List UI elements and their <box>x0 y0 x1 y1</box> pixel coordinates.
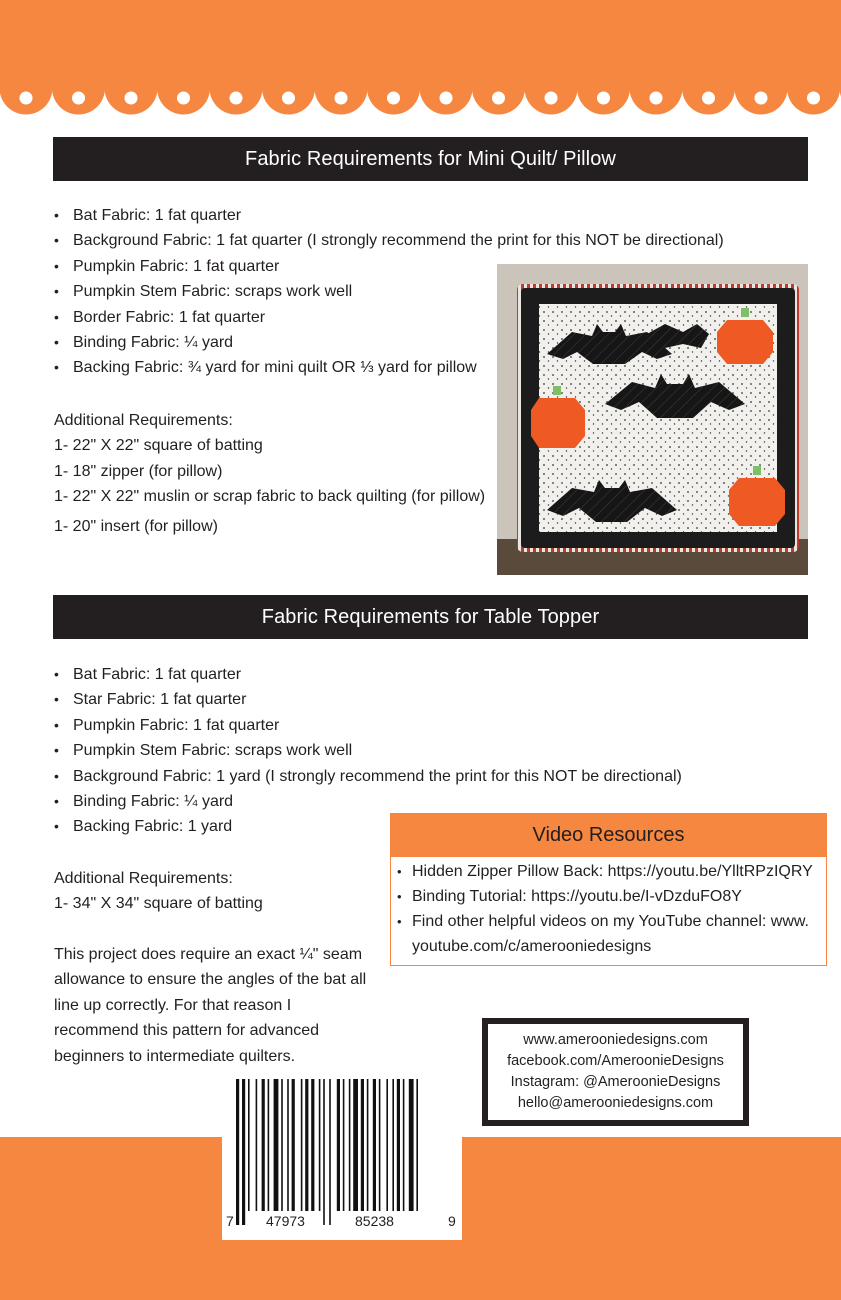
additional-item: 1- 22" X 22" muslin or scrap fabric to back quilting (for pillow) <box>54 488 486 506</box>
list-item: • Pumpkin Fabric: 1 fat quarter <box>54 254 724 279</box>
video-link-item[interactable]: • Binding Tutorial: https://youtu.be/I-vDzduFO8Y <box>397 884 820 909</box>
barcode-bar <box>268 1079 270 1211</box>
barcode-digit: 9 <box>448 1213 456 1229</box>
list-item: • Star Fabric: 1 fat quarter <box>54 687 682 712</box>
seam-allowance-note: This project does require an exact ¼" seam allowance to ensure the angles of the bat all line up correctly. For that reason I recommend this pattern for advanced beginners to intermediate quilters. <box>54 946 367 1065</box>
website-link[interactable]: www.amerooniedesigns.com <box>523 1032 708 1048</box>
barcode-bar <box>256 1079 258 1211</box>
barcode-bar <box>353 1079 358 1211</box>
instagram-link[interactable]: Instagram: @AmeroonieDesigns <box>510 1074 721 1090</box>
barcode-bar <box>386 1079 388 1211</box>
barcode-bar <box>281 1079 283 1211</box>
list-item: • Backing Fabric: 1 yard <box>54 814 682 839</box>
scallop-dot <box>335 92 348 105</box>
barcode-bar <box>392 1079 394 1211</box>
scallop-dot <box>492 92 505 105</box>
email-link[interactable]: hello@amerooniedesigns.com <box>517 1095 714 1111</box>
barcode-digit: 47973 <box>266 1213 305 1229</box>
additional-item: 1- 34" X 34" square of batting <box>54 895 263 913</box>
barcode-digits <box>222 1211 462 1235</box>
video-resources-title: Video Resources <box>391 814 826 857</box>
scallop-dot <box>387 92 400 105</box>
list-item: • Pumpkin Stem Fabric: scraps work well <box>54 279 724 304</box>
mini-quilt-additional-requirements <box>54 408 485 539</box>
additional-item: 1- 22" X 22" square of batting <box>54 437 263 455</box>
scallop-dot <box>545 92 558 105</box>
barcode-bar <box>397 1079 400 1211</box>
list-item: • Bat Fabric: 1 fat quarter <box>54 662 682 687</box>
table-topper-section-title: Fabric Requirements for Table Topper <box>53 595 808 639</box>
barcode-bar <box>236 1079 239 1225</box>
scallop-dot <box>650 92 663 105</box>
additional-item: 1- 20" insert (for pillow) <box>54 517 218 535</box>
list-item: • Bat Fabric: 1 fat quarter <box>54 203 724 228</box>
barcode-bar <box>343 1079 345 1211</box>
scallop-dot <box>755 92 768 105</box>
barcode-digit: 85238 <box>355 1213 394 1229</box>
list-item: • Pumpkin Fabric: 1 fat quarter <box>54 713 682 738</box>
facebook-link[interactable]: facebook.com/AmeroonieDesigns <box>507 1053 724 1069</box>
barcode-bar <box>349 1079 351 1211</box>
barcode-bar <box>416 1079 418 1211</box>
scallop-dot <box>72 92 85 105</box>
barcode-bar <box>323 1079 325 1225</box>
barcode-bar <box>274 1079 279 1211</box>
barcode-bar <box>379 1079 381 1211</box>
barcode-bar <box>262 1079 265 1211</box>
barcode-digit: 7 <box>226 1213 234 1229</box>
scallop-dot <box>702 92 715 105</box>
additional-title: Additional Requirements: <box>54 412 233 429</box>
list-item: • Background Fabric: 1 fat quarter (I strongly recommend the print for this NOT be directional) <box>54 228 724 253</box>
barcode-bar <box>292 1079 295 1211</box>
video-resources-box <box>390 813 827 966</box>
scallop-border <box>0 72 841 132</box>
barcode-bar <box>248 1079 250 1211</box>
video-link-item[interactable]: • Find other helpful videos on my YouTube channel: www. youtube.com/c/amerooniedesigns <box>397 909 820 959</box>
barcode-bar <box>373 1079 376 1211</box>
contact-box <box>482 1018 749 1126</box>
barcode-bar <box>361 1079 364 1211</box>
scallop-dot <box>807 92 820 105</box>
list-item: • Backing Fabric: ¾ yard for mini quilt OR ⅓ yard for pillow <box>54 355 724 380</box>
additional-title: Additional Requirements: <box>54 870 233 887</box>
scallop-dot <box>230 92 243 105</box>
barcode-bar <box>337 1079 340 1211</box>
barcode-bar <box>301 1079 303 1211</box>
scallop-dot <box>177 92 190 105</box>
barcode-bar <box>287 1079 289 1211</box>
table-topper-additional-requirements <box>54 866 263 917</box>
list-item: • Background Fabric: 1 yard (I strongly recommend the print for this NOT be directional) <box>54 764 682 789</box>
bat-pillow-photo <box>497 264 808 575</box>
list-item: • Border Fabric: 1 fat quarter <box>54 305 724 330</box>
barcode-bar <box>242 1079 245 1225</box>
scallop-dot <box>125 92 138 105</box>
list-item: • Binding Fabric: ¼ yard <box>54 789 682 814</box>
barcode-bar <box>403 1079 405 1211</box>
barcode-bar <box>319 1079 321 1211</box>
barcode-bars <box>222 1075 462 1225</box>
video-link-item[interactable]: • Hidden Zipper Pillow Back: https://youtu.be/YlltRPzIQRY <box>397 859 820 884</box>
scallop-dot <box>597 92 610 105</box>
barcode-bar <box>409 1079 414 1211</box>
barcode-bar <box>329 1079 331 1225</box>
barcode-bar <box>367 1079 369 1211</box>
barcode <box>222 1075 462 1240</box>
list-item: • Binding Fabric: ¼ yard <box>54 330 724 355</box>
scallop-dot <box>282 92 295 105</box>
additional-item: 1- 18" zipper (for pillow) <box>54 462 223 480</box>
scallop-dot <box>20 92 33 105</box>
mini-quilt-section-title: Fabric Requirements for Mini Quilt/ Pillow <box>53 137 808 181</box>
barcode-bar <box>311 1079 314 1211</box>
scallop-dot <box>440 92 453 105</box>
video-resources-list <box>391 857 826 959</box>
list-item: • Pumpkin Stem Fabric: scraps work well <box>54 738 682 763</box>
barcode-bar <box>305 1079 308 1211</box>
